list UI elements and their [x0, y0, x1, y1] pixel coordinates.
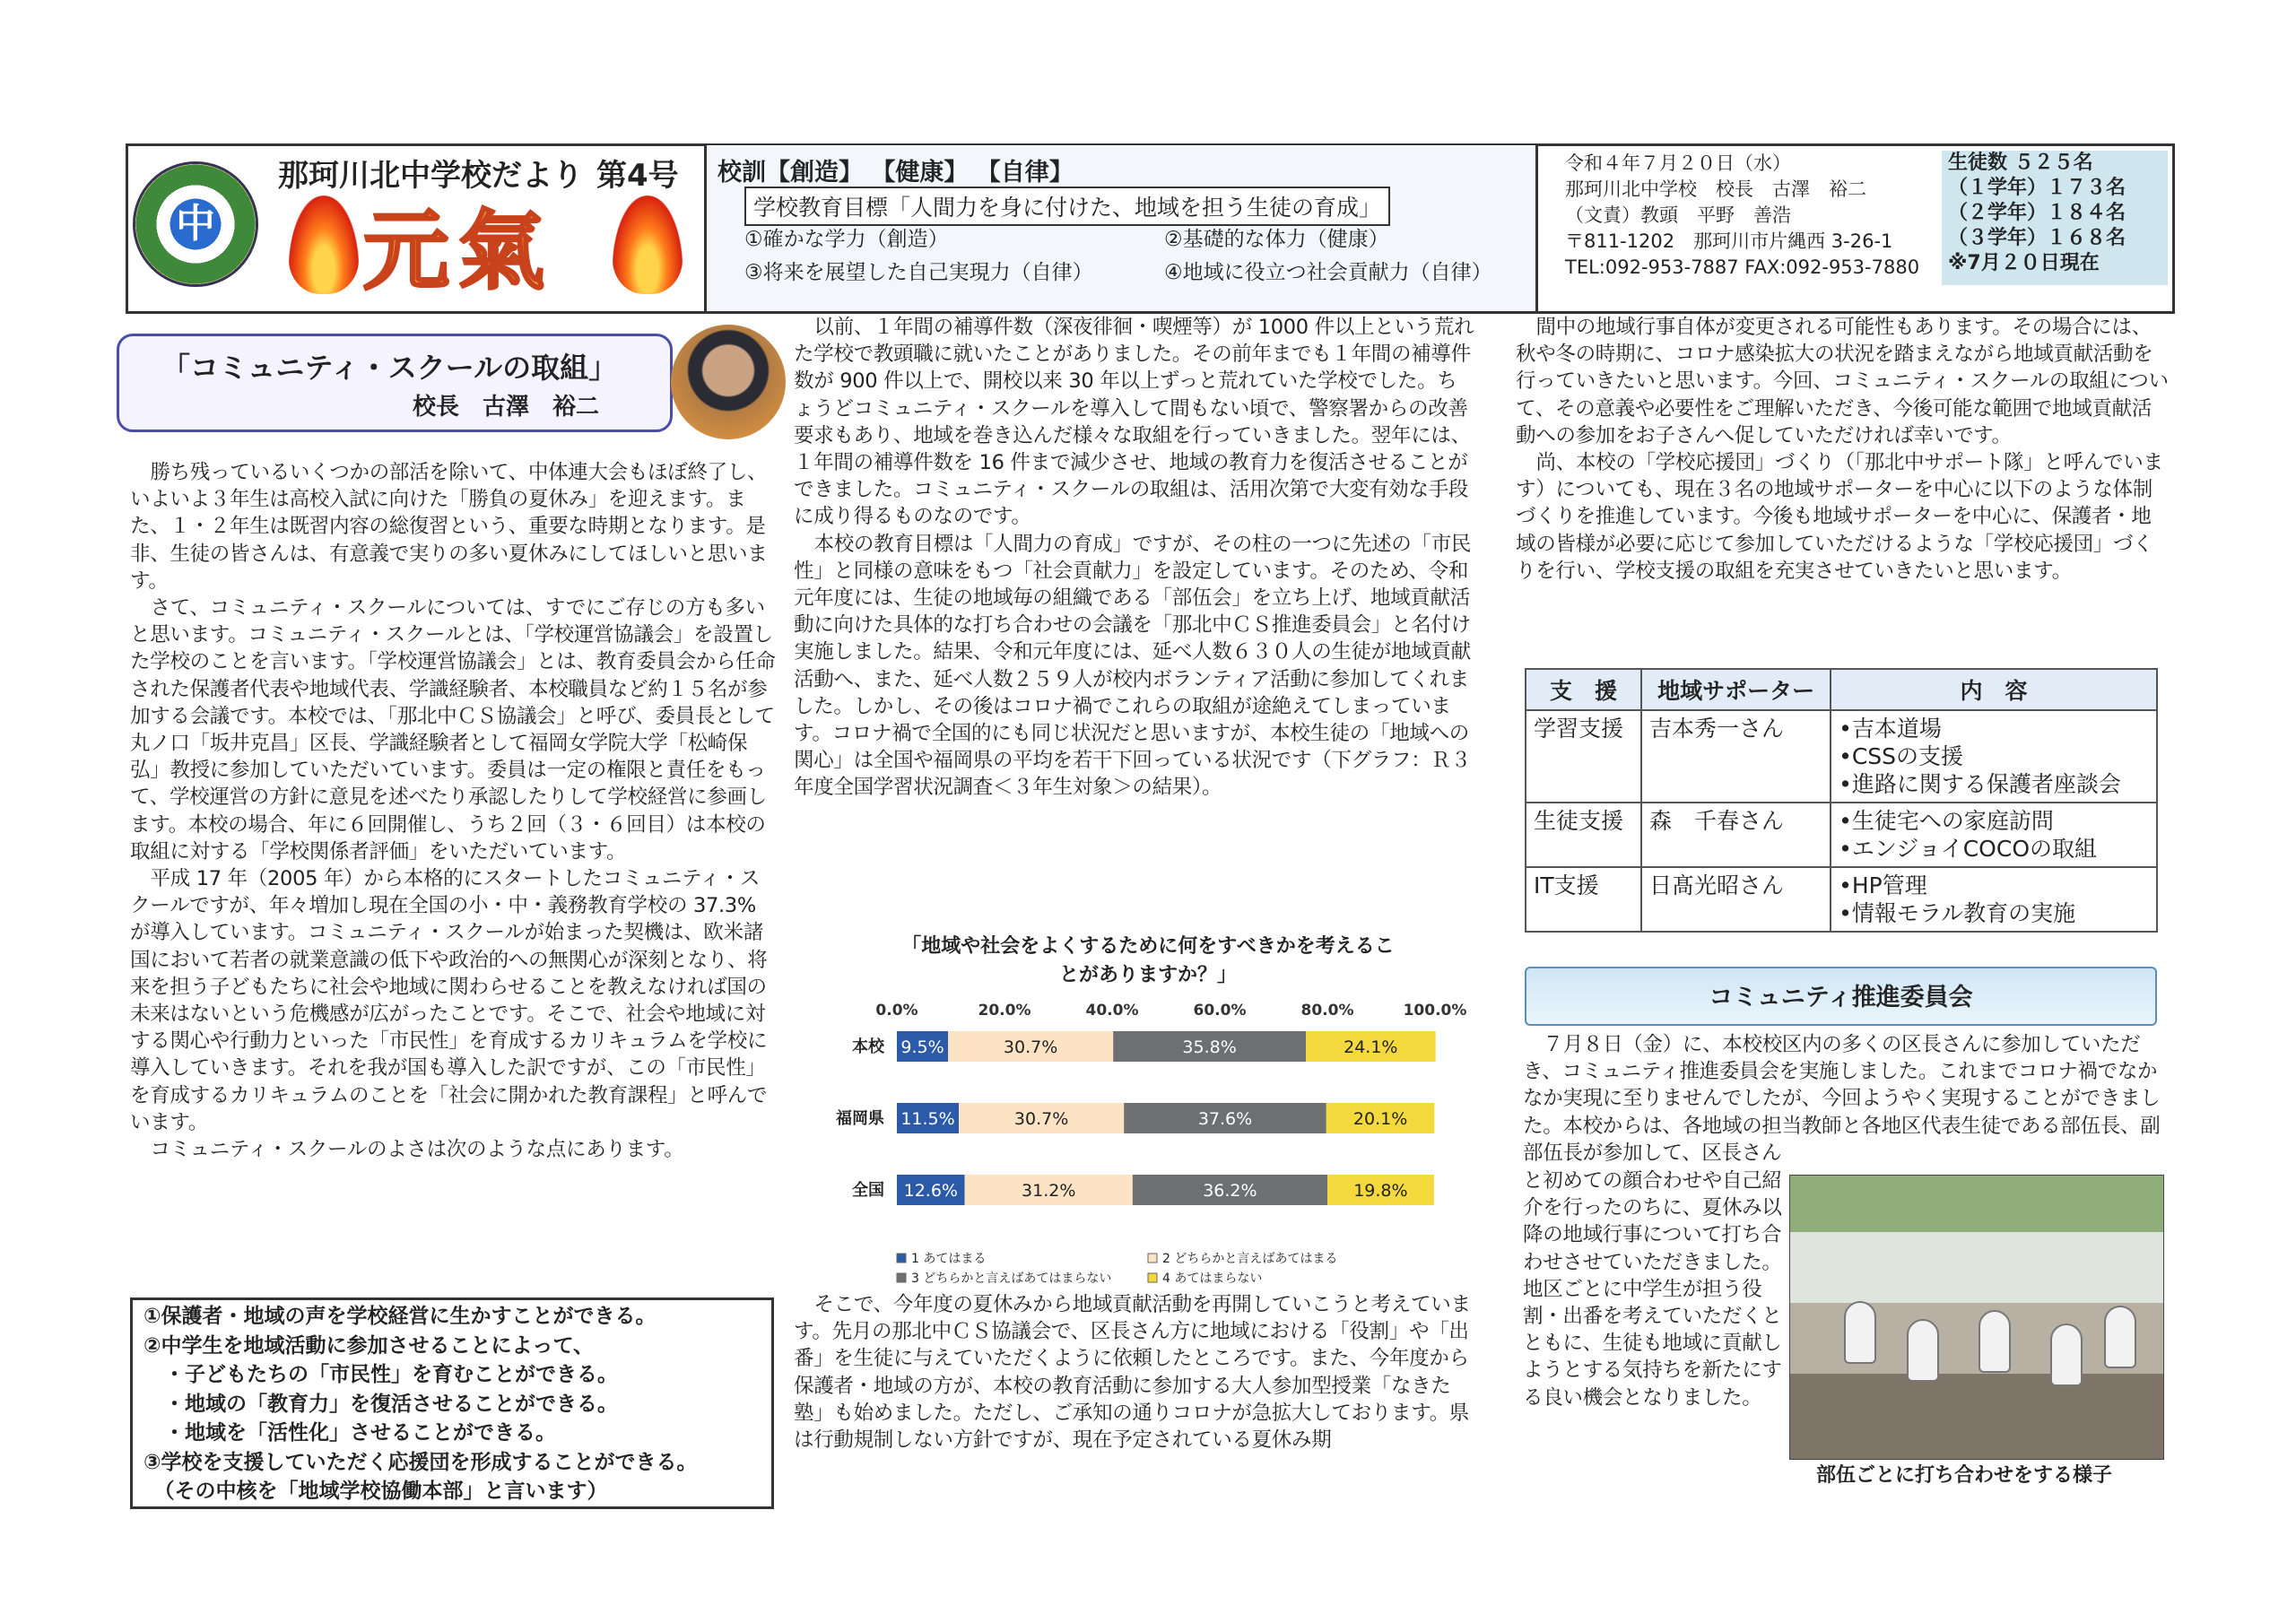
legend-label: 2 どちらかと言えばあてはまる: [1162, 1252, 1338, 1266]
school-info: [1565, 151, 1919, 281]
feature-item: （その中核を「地域学校協働本部」と言います）: [144, 1480, 608, 1503]
student-total: 生徒数 ５２５名: [1948, 152, 2093, 174]
address-line: 〒811-1202 那珂川市片縄西 3-26-1: [1565, 230, 1893, 252]
support-item: •エンジョイCOCOの取組: [1839, 836, 2097, 862]
feature-item: ②中学生を地域活動に参加させることによって、: [144, 1333, 595, 1358]
paragraph: ７月８日（金）に、本校校区内の多くの区長さんに参加していただき、コミュニティ推進委員会を実施しました。これまでコロナ禍でなかなか実現に至りませんでしたが、今回ようやく実現することができました。本校からは、各地域の担当教師と各地区代表生徒である部伍長、副部伍長が参加して、区長さん: [1523, 1033, 2161, 1165]
article-column-3: [1516, 314, 2170, 585]
support-table: [1525, 668, 2158, 933]
data-label: 30.7%: [1013, 1109, 1069, 1129]
committee-text: [1523, 1031, 2169, 1167]
committee-title: コミュニティ推進委員会: [1709, 984, 1973, 1011]
education-goal: 学校教育目標「人間力を身に付けた、地域を担う生徒の育成」: [744, 187, 1390, 226]
column-header: 支 援: [1526, 669, 1641, 710]
support-item: •HP管理: [1839, 872, 1927, 898]
data-label: 9.5%: [900, 1037, 944, 1057]
paragraph: 間中の地域行事自体が変更される可能性もあります。その場合には、秋や冬の時期に、コロナ感染拡大の状況を踏まえながら地域貢献活動を行っていきたいと思います。今回、コミュニティ・スクールの取組について、その意義や必要性をご理解いただき、今後可能な範囲で地域貢献活動への参加をお子さんへ促していただければ幸いです。: [1516, 316, 2169, 447]
supporter-name: 日髙光昭さん: [1641, 867, 1831, 932]
table-header-row: [1526, 669, 2157, 710]
supporter-name: 吉本秀一さん: [1641, 710, 1831, 803]
support-item: •生徒宅への家庭訪問: [1839, 808, 2054, 834]
support-items: [1831, 710, 2157, 803]
tick-label: 100.0%: [1403, 1002, 1467, 1020]
issue-date: 令和４年７月２０日（水）: [1565, 152, 1791, 174]
data-label: 35.8%: [1182, 1037, 1237, 1057]
data-label: 30.7%: [1003, 1037, 1058, 1057]
paragraph: さて、コミュニティ・スクールについては、すでにご存じの方も多いと思います。コミュニティ・スクールとは、「学校運営協議会」を設置した学校のことを言います。「学校運営協議会」とは、教育委員会から任命された保護者代表や地域代表、学識経験者、本校職員など約１５名が参加する会議です。本校では、「那北中ＣＳ協議会」と呼び、委員長として丸ノ口「坂井克昌」区長、学識経験者として福岡女学院大学「松崎保弘」教授に参加していただいています。委員は一定の権限と責任をもって、学校運営の方針に意見を述べたり承認したりして学校経営に参画します。本校の場合、年に６回開催し、うち２回（３・６回目）は本校の取組に対する「学校関係者評価」をいただいています。: [130, 596, 776, 864]
data-label: 12.6%: [903, 1181, 958, 1201]
category-label: 本校: [852, 1037, 884, 1056]
student-count-date: ※7月２０日現在: [1948, 252, 2100, 274]
support-item: •進路に関する保護者座談会: [1839, 771, 2121, 797]
student-grade-1: （１学年）１７３名: [1948, 177, 2126, 199]
student-counts: [1948, 151, 2126, 276]
column-header: 内 容: [1831, 669, 2157, 710]
features-list: [144, 1302, 697, 1506]
contact-line: TEL:092-953-7887 FAX:092-953-7880: [1565, 256, 1920, 278]
feature-item: ③学校を支援していただく応援団を形成することができる。: [144, 1450, 698, 1474]
legend-label: 3 どちらかと言えばあてはまらない: [911, 1271, 1112, 1286]
article-column-2: [794, 314, 1475, 802]
data-label: 31.2%: [1022, 1181, 1076, 1201]
supporter-name: 森 千春さん: [1641, 803, 1831, 867]
newsletter-name: 那珂川北中学校だより: [278, 158, 583, 194]
paragraph: 尚、本校の「学校応援団」づくり（「那北中サポート隊」と呼んでいます）についても、現在３名の地域サポーターを中心に以下のような体制づくりを推進しています。今後も地域サポーターを中心に、保護者・地域の皆様が必要に応じて参加していただけるような「学校応援団」づくりを行い、学校支援の取組を充実させていきたいと思います。: [1516, 451, 2163, 583]
person-figure: [2050, 1324, 2083, 1386]
paragraph: 本校の教育目標は「人間力の育成」ですが、その柱の一つに先述の「市民性」と同様の意味をもつ「社会貢献力」を設定しています。そのため、令和元年度には、生徒の地域毎の組織である「部伍会」を立ち上げ、地域貢献活動に向けた具体的な打ち合わせの会議を「那北中ＣＳ推進委員会」と名付け実施しました。結果、令和元年度には、延べ人数６３０人の生徒が地域貢献活動へ、また、延べ人数２５９人が校内ボランティア活動に参加してくれました。しかし、その後はコロナ禍でこれらの取組が途絶えてしまっています。コロナ禍で全国的にも同じ状況だと思いますが、本校生徒の「地域への関心」は全国や福岡県の平均を若干下回っている状況です（下グラフ：Ｒ３年度全国学習状況調査＜３年生対象＞の結果）。: [794, 532, 1472, 800]
tick-label: 0.0%: [875, 1002, 918, 1020]
data-label: 24.1%: [1344, 1037, 1398, 1057]
student-grade-2: （２学年）１８４名: [1948, 202, 2126, 224]
survey-chart: [807, 995, 1489, 1291]
paragraph: 以前、１年間の補導件数（深夜徘徊・喫煙等）が 1000 件以上という荒れた学校で教頭職に就いたことがありました。その前年までも１年間の補導件数が 900 件以上で、開校以来 30 年以上ずっと荒れていた学校でした。ちょうどコミュニティ・スクールを導入して間もない頃で、警察署からの改善要求もあり、地域を巻き込んだ様々な取組を行っていきました。翌年には、１年間の補導件数を 16 件まで減少させ、地域の教育力を復活させることができました。コミュニティ・スクールの取組は、活用次第で大変有効な手段に成り得るものなのです。: [794, 316, 1474, 529]
principal-portrait: [671, 325, 786, 439]
goal-item: ④地域に役立つ社会貢献力（自律）: [1164, 261, 1492, 284]
committee-text-continued: と初めての顔合わせや自己紹介を行ったのちに、夏休み以降の地域行事について打ち合わせさせていただきました。地区ごとに中学生が担う役割・出番を考えていただくとともに、生徒も地域に貢献しようとする気持ちを新たにする良い機会となりました。: [1523, 1169, 1782, 1410]
person-figure: [1979, 1310, 2011, 1373]
support-type: 学習支援: [1526, 710, 1641, 803]
data-label: 19.8%: [1353, 1181, 1408, 1201]
table-row: [1526, 710, 2157, 803]
feature-item: ・子どもたちの「市民性」を育むことができる。: [144, 1363, 618, 1386]
column-header: 地域サポーター: [1641, 669, 1831, 710]
person-figure: [1844, 1301, 1876, 1364]
paragraph: コミュニティ・スクールのよさは次のような点にあります。: [150, 1138, 684, 1162]
goal-item: ①確かな学力（創造）: [744, 228, 949, 251]
legend-swatch: [1148, 1273, 1157, 1282]
legend-swatch: [1148, 1254, 1157, 1263]
table-row: [1526, 803, 2157, 867]
article-column-2-continued: [794, 1291, 1475, 1454]
legend-label: 1 あてはまる: [911, 1252, 987, 1266]
paragraph: 平成 17 年（2005 年）から本格的にスタートしたコミュニティ・スクールですが、年々増加し現在全国の小・中・義務教育学校の 37.3%が導入しています。コミュニティ・スクールが始まった契機は、欧米諸国において若者の就業意識の低下や政治的への無関心が深刻となり、将来を担う子どもたちに社会や地域に関わらせることを教えなければ国の未来はないという危機感が広がったことです。そこで、社会や地域に対する関心や行動力といった「市民性」を育成するカリキュラムを学校に導入していきます。それを我が国も導入した訳ですが、この「市民性」を育成するカリキュラムのことを「社会に開かれた教育課程」と呼んでいます。: [130, 867, 768, 1134]
legend-swatch: [897, 1273, 906, 1282]
support-items: [1831, 867, 2157, 932]
tick-label: 40.0%: [1085, 1002, 1139, 1020]
support-item: •吉本道場: [1839, 716, 1942, 742]
goal-item: ③将来を展望した自己実現力（自律）: [744, 261, 1093, 284]
student-grade-3: （３学年）１６８名: [1948, 227, 2126, 249]
tick-label: 60.0%: [1193, 1002, 1247, 1020]
goal-item: ②基礎的な体力（健康）: [1164, 228, 1389, 251]
paragraph: 勝ち残っているいくつかの部活を除いて、中体連大会もほぼ終了し、いよいよ３年生は高校入試に向けた「勝負の夏休み」を迎えます。また、１・２年生は既習内容の総復習という、重要な時期となります。是非、生徒の皆さんは、有意義で実りの多い夏休みにしてほしいと思います。: [130, 461, 768, 593]
data-label: 20.1%: [1352, 1109, 1408, 1129]
article-author: 校長 古澤 裕二: [413, 394, 600, 421]
legend-label: 4 あてはまらない: [1162, 1271, 1263, 1286]
data-label: 36.2%: [1203, 1181, 1257, 1201]
feature-item: ・地域の「教育力」を復活させることができる。: [144, 1392, 618, 1416]
tick-label: 20.0%: [978, 1002, 1031, 1020]
paragraph: そこで、今年度の夏休みから地域貢献活動を再開していこうと考えています。先月の那北中ＣＳ協議会で、区長さん方に地域における「役割」や「出番」を生徒に与えていただくように依頼したところです。また、今年度から保護者・地域の方が、本校の教育活動に参加する大人参加型授業「なきた塾」も始めました。ただし、ご承知の通りコロナが急拡大しております。県は行動規制しない方針ですが、現在予定されている夏休み期: [794, 1293, 1471, 1453]
data-label: 37.6%: [1197, 1109, 1253, 1129]
newsletter-title: 元氣: [363, 201, 553, 301]
meeting-photo: [1789, 1175, 2164, 1460]
person-figure: [2104, 1306, 2136, 1368]
article-title: 「コミュニティ・スクールの取組」: [161, 351, 618, 385]
feature-item: ①保護者・地域の声を学校経営に生かすことができる。: [144, 1305, 657, 1328]
person-figure: [1907, 1319, 1939, 1382]
category-label: 福岡県: [836, 1109, 884, 1128]
support-items: [1831, 803, 2157, 867]
support-type: 生徒支援: [1526, 803, 1641, 867]
article-column-1: [130, 459, 776, 1163]
chart-title: 「地域や社会をよくするために何をすべきかを考えることがありますか？」: [901, 935, 1395, 986]
issue-number: 第4号: [596, 158, 679, 194]
feature-item: ・地域を「活性化」させることができる。: [144, 1421, 556, 1445]
table-row: [1526, 867, 2157, 932]
school-motto: 校訓【創造】 【健康】 【自律】: [718, 159, 1074, 187]
support-item: •CSSの支援: [1839, 743, 1964, 769]
support-type: IT支援: [1526, 867, 1641, 932]
principal-line: 那珂川北中学校 校長 古澤 裕二: [1565, 178, 1866, 200]
legend-swatch: [897, 1254, 906, 1263]
photo-caption: 部伍ごとに打ち合わせをする様子: [1816, 1464, 2113, 1487]
tick-label: 80.0%: [1300, 1002, 1354, 1020]
editor-line: （文責）教頭 平野 善浩: [1565, 204, 1791, 226]
category-label: 全国: [852, 1181, 884, 1200]
support-item: •情報モラル教育の実施: [1839, 900, 2076, 926]
data-label: 11.5%: [900, 1109, 955, 1129]
school-emblem-char: 中: [176, 201, 215, 247]
